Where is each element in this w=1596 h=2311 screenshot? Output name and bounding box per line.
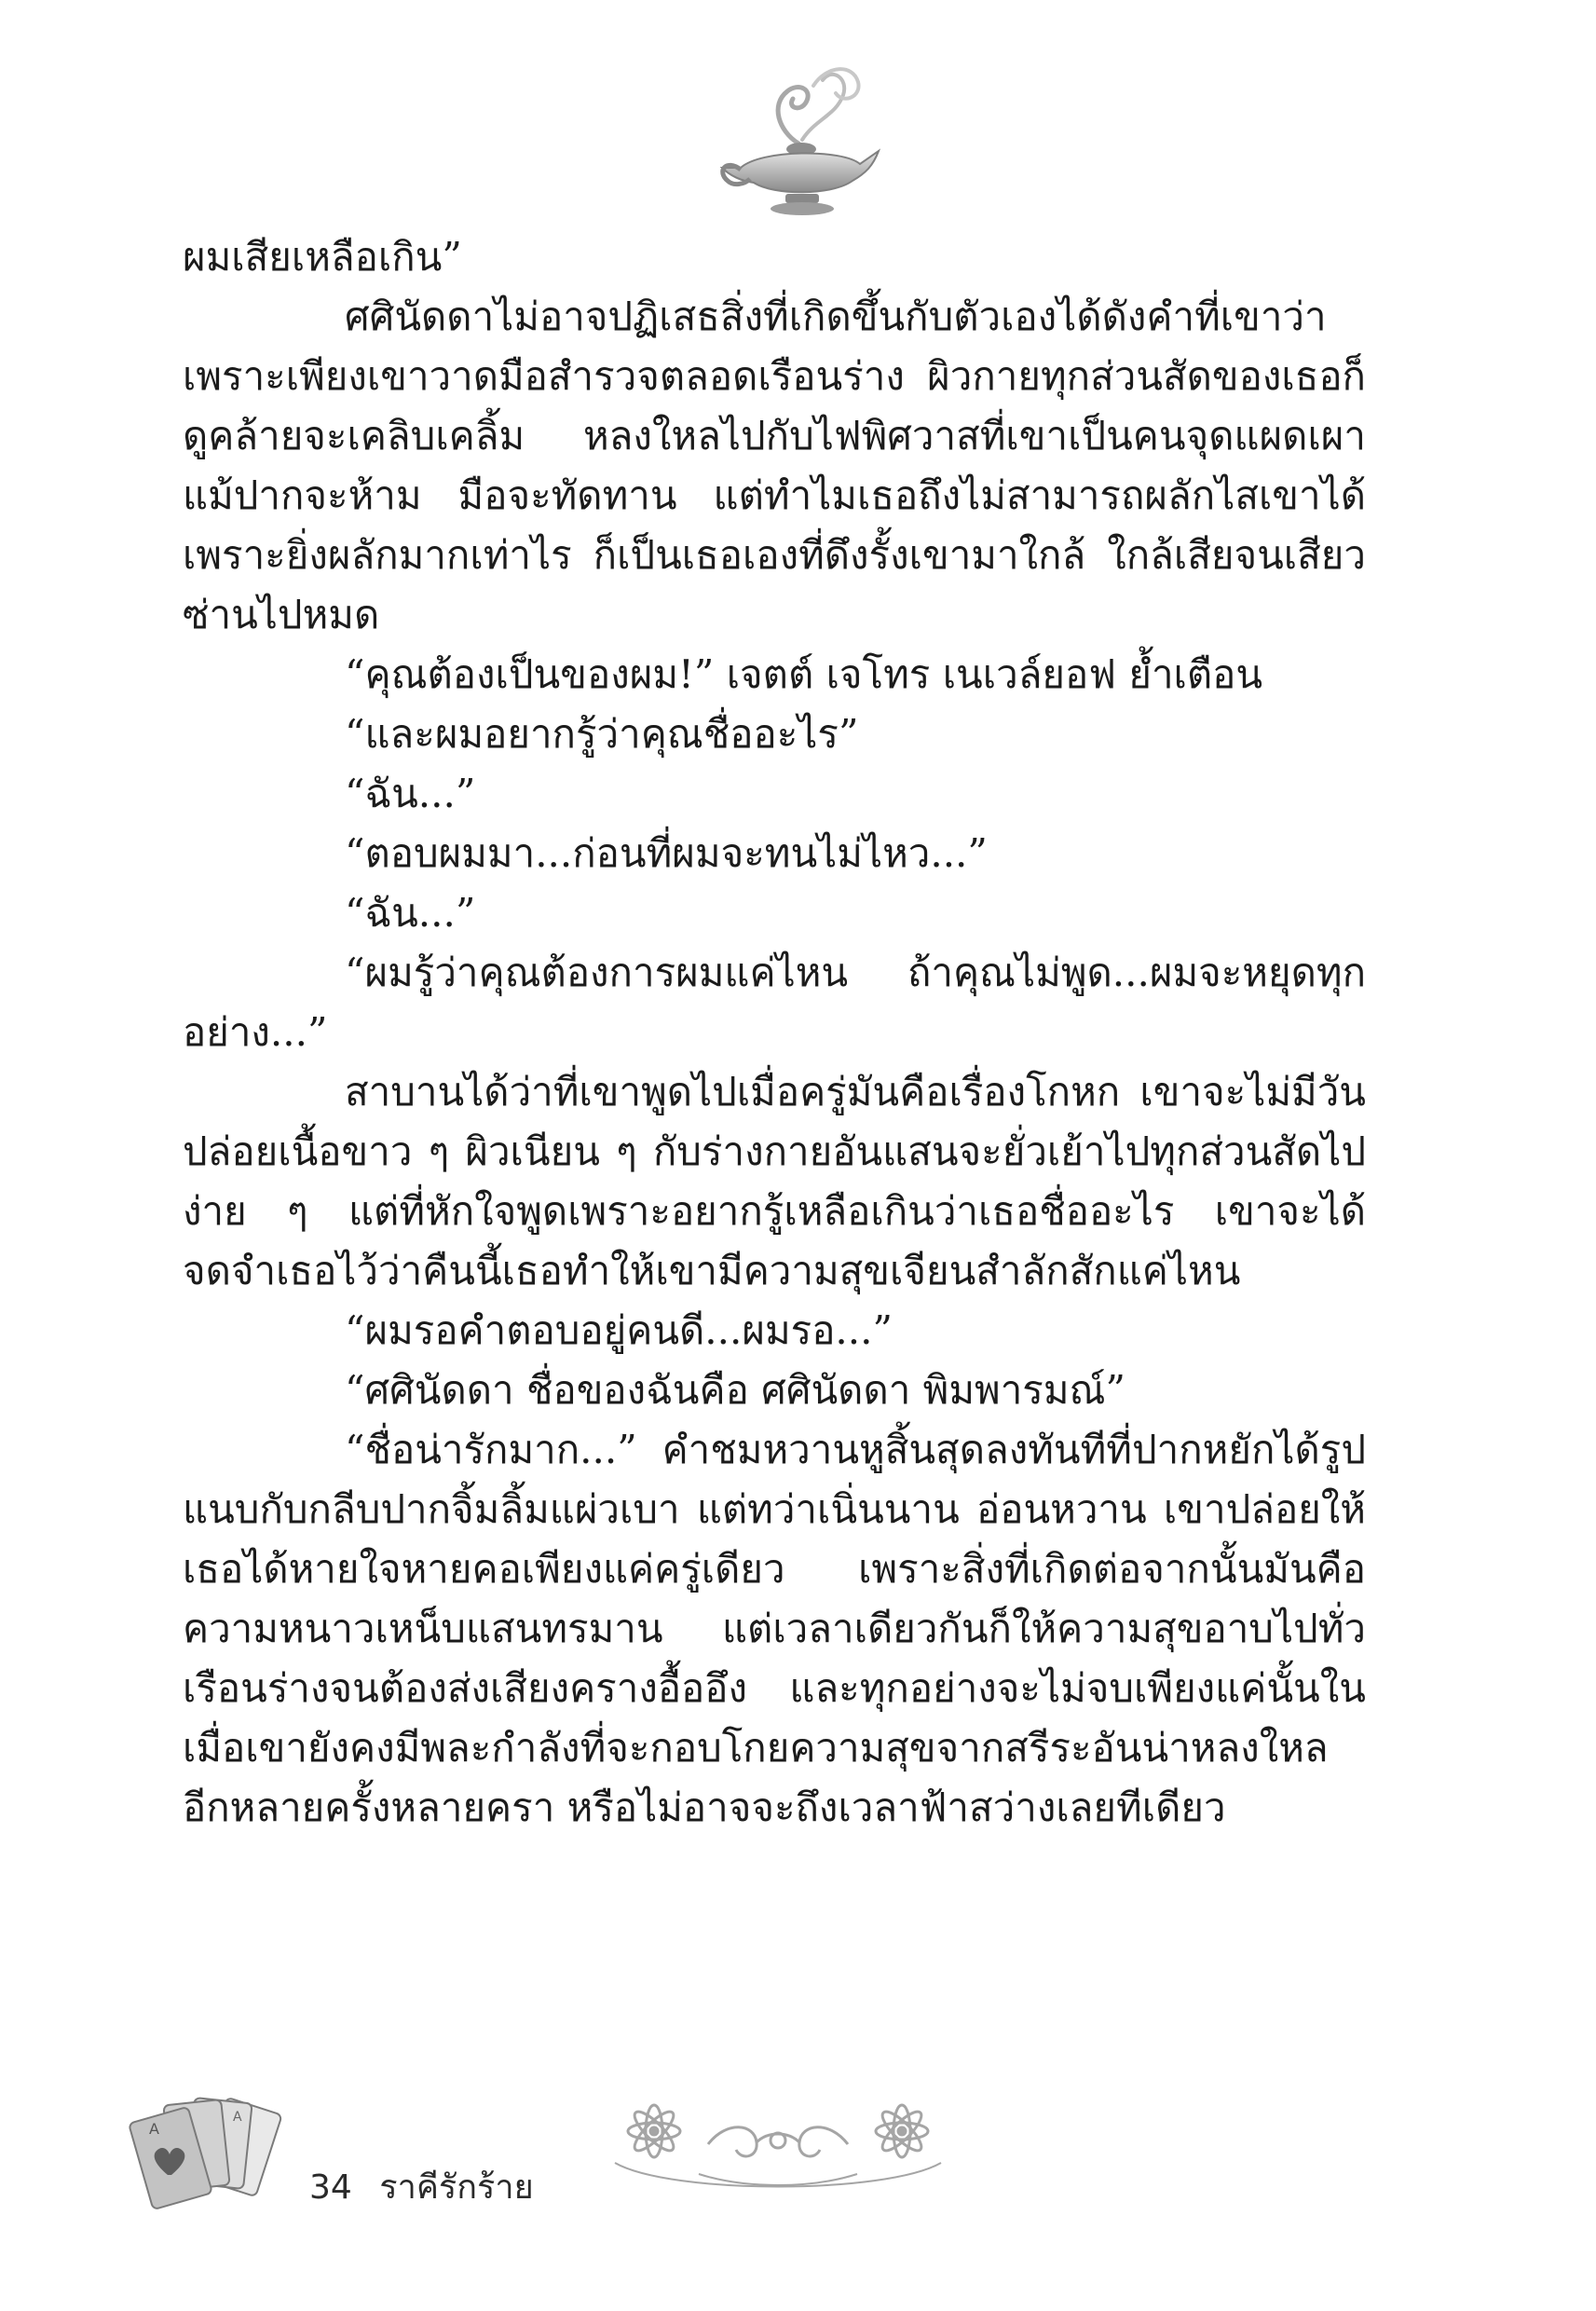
story-text (183, 227, 1366, 1838)
dialogue-line: “ตอบผมมา...ก่อนที่ผมจะทนไม่ไหว...” (345, 830, 988, 876)
svg-text:A: A (233, 2110, 242, 2125)
dialogue-line: “ศศินัดดา ชื่อของฉันคือ ศศินัดดา พิมพารมณ์” (345, 1367, 1125, 1413)
book-title: ราคีรักร้าย (379, 2168, 534, 2207)
paragraph: “ชื่อน่ารักมาก...” คำชมหวานหูสิ้นสุดลงทันทีที่ปากหยักได้รูปแนบกับกลีบปากจิ้มลิ้มแผ่วเบา แต่ทว่าเนิ่นนาน อ่อนหวาน เขาปล่อยให้เธอได้หายใจหายคอเพียงแค่ครู่เดียว เพราะสิ่งที่เกิดต่อจากนั้นมันคือความหนาวเหน็บแสนทรมาน แต่เวลาเดียวกันก็ให้ความสุขอาบไปทั่วเรือนร่างจนต้องส่งเสียงครางอื้ออึง และทุกอย่างจะไม่จบเพียงแค่นั้นในเมื่อเขายังคงมีพละกำลังที่จะกอบโกยความสุขจากสรีระอันน่าหลงใหลอีกหลายครั้งหลายครา หรือไม่อาจจะถึงเวลาฟ้าสว่างเลยทีเดียว (183, 1427, 1366, 1830)
genie-lamp-icon (713, 58, 885, 221)
paragraph: สาบานได้ว่าที่เขาพูดไปเมื่อครู่มันคือเรื่องโกหก เขาจะไม่มีวันปล่อยเนื้อขาว ๆ ผิวเนียน ๆ กับร่างกายอันแสนจะยั่วเย้าไปทุกส่วนสัดไปง่าย ๆ แต่ที่หักใจพูดเพราะอยากรู้เหลือเกินว่าเธอชื่ออะไร เขาจะได้จดจำเธอไว้ว่าคืนนี้เธอทำให้เขามีความสุขเจียนสำลักสักแค่ไหน (183, 1069, 1366, 1293)
dialogue-line: “ฉัน...” (345, 771, 476, 816)
dialogue-line: “ฉัน...” (345, 890, 476, 936)
dialogue-line: “ผมรอคำตอบอยู่คนดี...ผมรอ...” (345, 1307, 893, 1353)
dialogue-line: “คุณต้องเป็นของผม!” เจตต์ เจโทร เนเวล์ยอฟ ย้ำเตือน (345, 651, 1263, 697)
dialogue-line: “และผมอยากรู้ว่าคุณชื่ออะไร” (345, 711, 859, 757)
paragraph: ผมเสียเหลือเกิน” (183, 234, 462, 280)
dialogue-line: “ผมรู้ว่าคุณต้องการผมแค่ไหน ถ้าคุณไม่พูด...ผมจะหยุดทุกอย่าง...” (183, 950, 1366, 1055)
page-number: 34 (309, 2168, 352, 2207)
svg-text:A: A (149, 2120, 159, 2138)
playing-cards-icon (123, 2085, 291, 2225)
paragraph: ศศินัดดาไม่อาจปฏิเสธสิ่งที่เกิดขึ้นกับตัวเองได้ดังคำที่เขาว่า เพราะเพียงเขาวาดมือสำรวจตลอดเรือนร่าง ผิวกายทุกส่วนสัดของเธอก็ดูคล้ายจะเคลิบเคลิ้ม หลงใหลไปกับไฟพิศวาสที่เขาเป็นคนจุดแผดเผา แม้ปากจะห้าม มือจะทัดทาน แต่ทำไมเธอถึงไม่สามารถผลักไสเขาได้ เพราะยิ่งผลักมากเท่าไร ก็เป็นเธอเองที่ดึงรั้งเขามาใกล้ ใกล้เสียจนเสียวซ่านไปหมด (183, 294, 1366, 637)
floral-flourish-icon (596, 2083, 988, 2204)
page-footer (309, 2160, 534, 2213)
